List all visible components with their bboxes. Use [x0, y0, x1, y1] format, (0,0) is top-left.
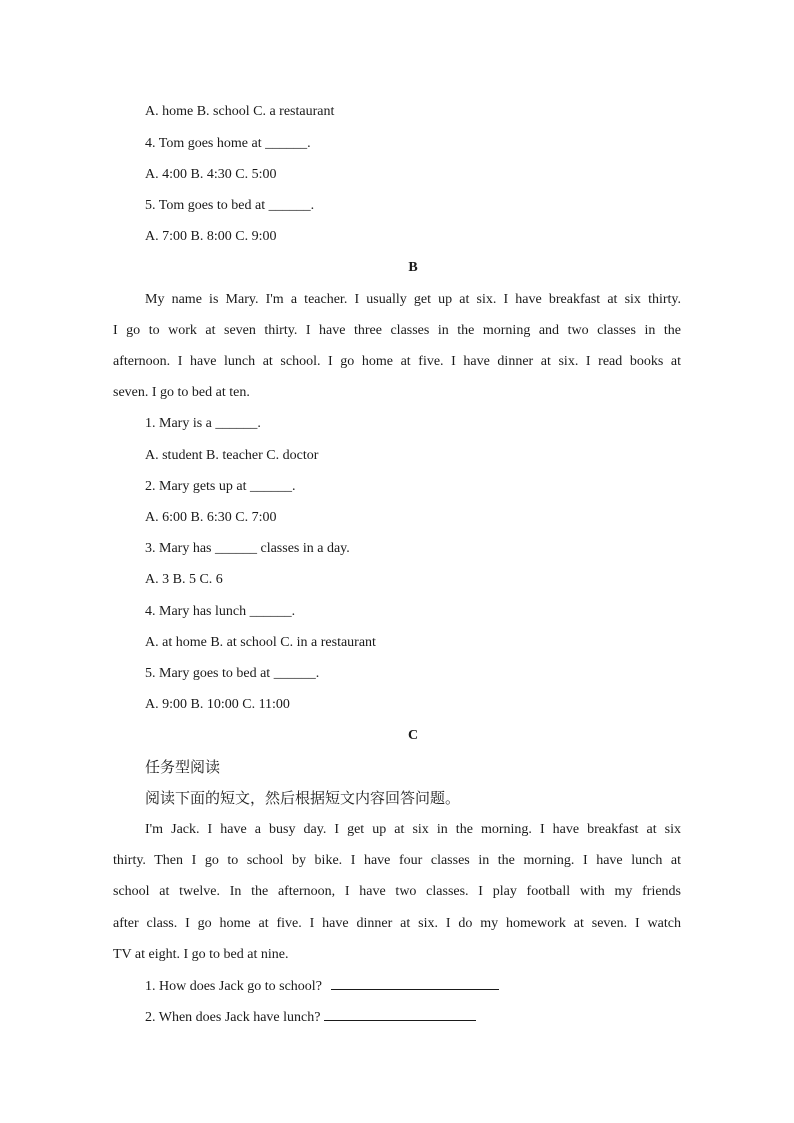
partA-q5-options: A. 7:00 B. 8:00 C. 9:00	[145, 229, 277, 244]
partC-passage-line-1: I'm Jack. I have a busy day. I get up at six in the morning. I have breakfast at six	[145, 822, 681, 837]
partC-passage-line-2: thirty. Then I go to school by bike. I have four classes in the morning. I have lunch at	[113, 853, 681, 868]
partC-passage-line-5: TV at eight. I go to bed at nine.	[113, 947, 289, 962]
partA-q4-options: A. 4:00 B. 4:30 C. 5:00	[145, 167, 277, 182]
partC-q2	[145, 1008, 476, 1027]
partB-q2-options: A. 6:00 B. 6:30 C. 7:00	[145, 510, 277, 525]
task-instruction: 阅读下面的短文，然后根据短文内容回答问题。	[145, 789, 461, 807]
section-heading-b: B	[408, 260, 418, 275]
partB-q2-question: 2. Mary gets up at ______.	[145, 479, 296, 494]
partC-q1-text: 1. How does Jack go to school?	[145, 979, 322, 994]
partB-passage-line-1: My name is Mary. I'm a teacher. I usually get up at six. I have breakfast at six thirty.	[145, 292, 681, 307]
partB-q1-question: 1. Mary is a ______.	[145, 416, 261, 431]
partB-q4-question: 4. Mary has lunch ______.	[145, 604, 296, 619]
partA-q3-options: A. home B. school C. a restaurant	[145, 104, 335, 119]
partB-q4-options: A. at home B. at school C. in a restaurant	[145, 635, 376, 650]
partC-q2-text: 2. When does Jack have lunch?	[145, 1010, 321, 1025]
partB-q5-question: 5. Mary goes to bed at ______.	[145, 666, 320, 681]
partB-passage-line-2: I go to work at seven thirty. I have three classes in the morning and two classes in the	[113, 323, 681, 338]
partB-passage-line-3: afternoon. I have lunch at school. I go home at five. I have dinner at six. I read books at	[113, 354, 681, 369]
partA-q5-question: 5. Tom goes to bed at ______.	[145, 198, 315, 213]
answer-blank-1[interactable]	[331, 977, 499, 990]
task-title: 任务型阅读	[145, 758, 221, 776]
section-heading-c: C	[407, 728, 419, 743]
partB-q1-options: A. student B. teacher C. doctor	[145, 448, 319, 463]
partC-q1	[145, 977, 499, 996]
partB-passage-line-4: seven. I go to bed at ten.	[113, 385, 250, 400]
answer-blank-2[interactable]	[324, 1008, 476, 1021]
partB-q3-question: 3. Mary has ______ classes in a day.	[145, 541, 350, 556]
partC-passage-line-3: school at twelve. In the afternoon, I have two classes. I play football with my friends	[113, 884, 681, 899]
partB-q3-options: A. 3 B. 5 C. 6	[145, 572, 223, 587]
partB-q5-options: A. 9:00 B. 10:00 C. 11:00	[145, 697, 290, 712]
partA-q4-question: 4. Tom goes home at ______.	[145, 136, 311, 151]
partC-passage-line-4: after class. I go home at five. I have dinner at six. I do my homework at seven. I watch	[113, 916, 681, 931]
